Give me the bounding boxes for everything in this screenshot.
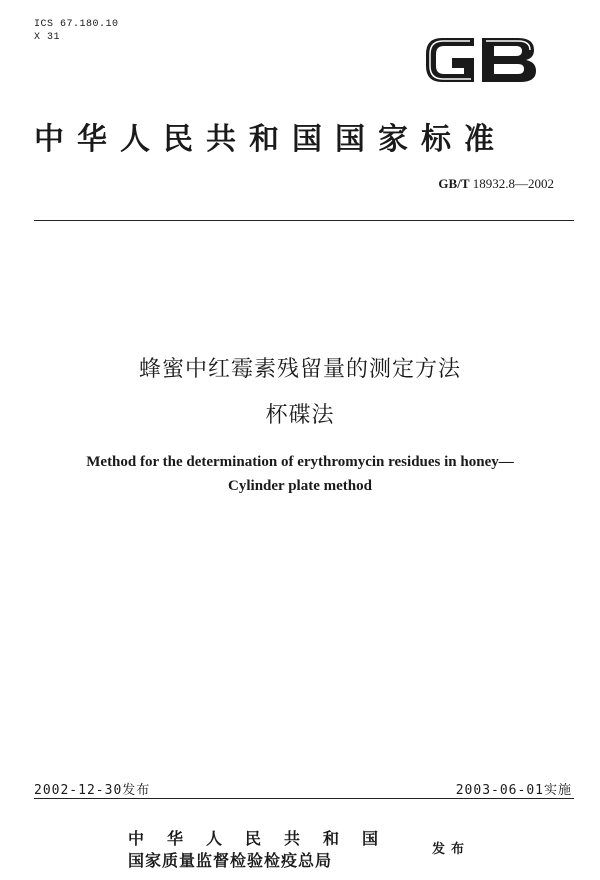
classification-codes: [34, 18, 119, 44]
gb-logo-mark: [426, 38, 536, 82]
bottom-divider: [34, 798, 574, 799]
chinese-title: 蜂蜜中红霉素残留量的测定方法: [138, 357, 461, 382]
ccs-code: X 31: [34, 32, 61, 43]
national-standard-title: 中华人民共和国国家标准: [34, 122, 507, 157]
standard-number: [438, 176, 554, 192]
standard-code: GB/T: [438, 176, 470, 191]
issuer-country: 中华人民共和国: [128, 829, 402, 848]
implementation-date: 2003-06-01实施: [455, 783, 572, 798]
ics-code: ICS 67.180.10: [34, 19, 119, 30]
standard-number-value: 18932.8—2002: [472, 176, 554, 191]
gb-logo: [420, 28, 540, 92]
english-title: Method for the determination of erythromycin residues in honey—: [86, 454, 514, 470]
publish-label: 发布: [432, 842, 471, 857]
english-subtitle: Cylinder plate method: [228, 478, 372, 494]
issue-date: 2002-12-30发布: [34, 783, 151, 798]
top-divider: [34, 220, 574, 221]
issuer-agency: 国家质量监督检验检疫总局: [128, 851, 333, 870]
chinese-subtitle: 杯碟法: [265, 403, 335, 428]
